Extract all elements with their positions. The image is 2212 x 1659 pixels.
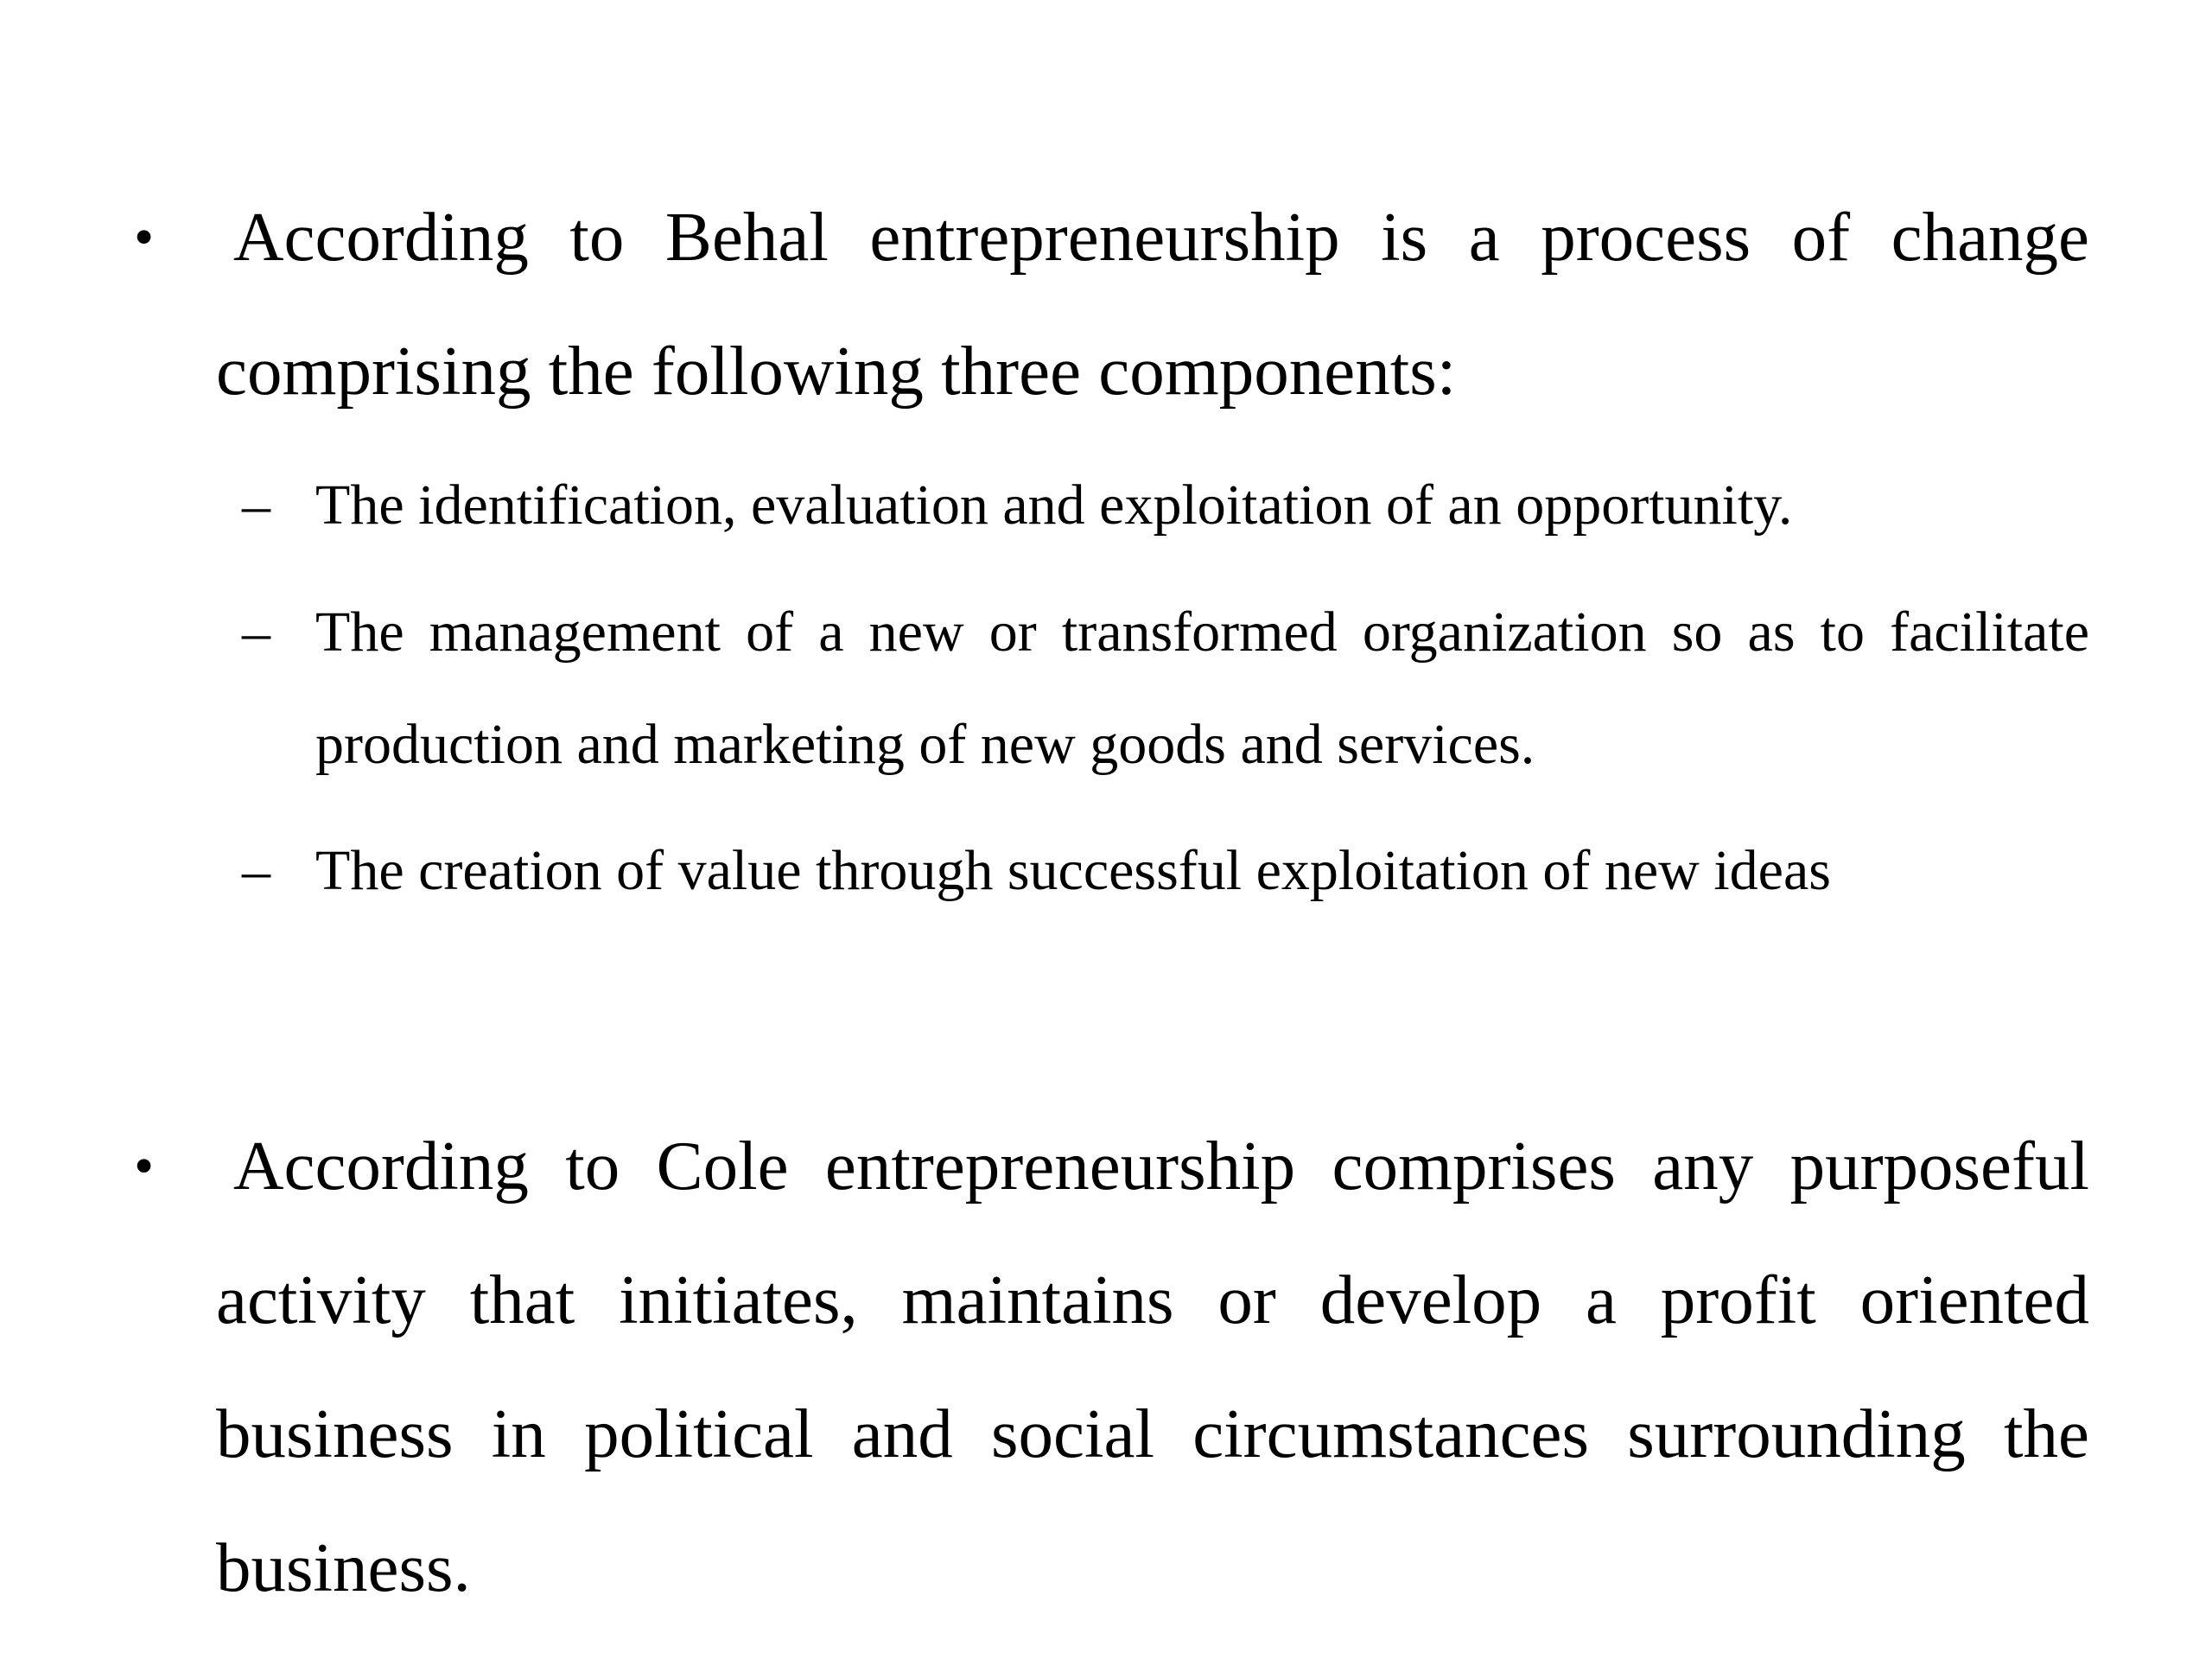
bullet-marker: • <box>134 1135 155 1198</box>
bullet-text: According to Cole entrepreneurship comprises any purposeful activity that initiates, maintains or develop a profit oriented business in political and social circumstances surrounding the business. <box>216 1127 2089 1606</box>
subitem-management: The management of a new or transformed organization so as to facilitate production and marketing of new goods and services. <box>315 601 2089 776</box>
dash-marker: – <box>242 839 270 902</box>
dash-marker: – <box>242 601 270 664</box>
bullet-text: According to Behal entrepreneurship is a process of change comprising the following three components: <box>216 198 2089 410</box>
subitem-identification: The identification, evaluation and exploitation of an opportunity. <box>315 474 1793 537</box>
bullet-behal-definition <box>216 170 2089 438</box>
dash-marker: – <box>242 474 270 537</box>
bullet-cole-definition <box>216 1099 2089 1635</box>
subitem-value-creation: The creation of value through successful exploitation of new ideas <box>315 839 1831 902</box>
bullet-marker: • <box>134 206 155 269</box>
